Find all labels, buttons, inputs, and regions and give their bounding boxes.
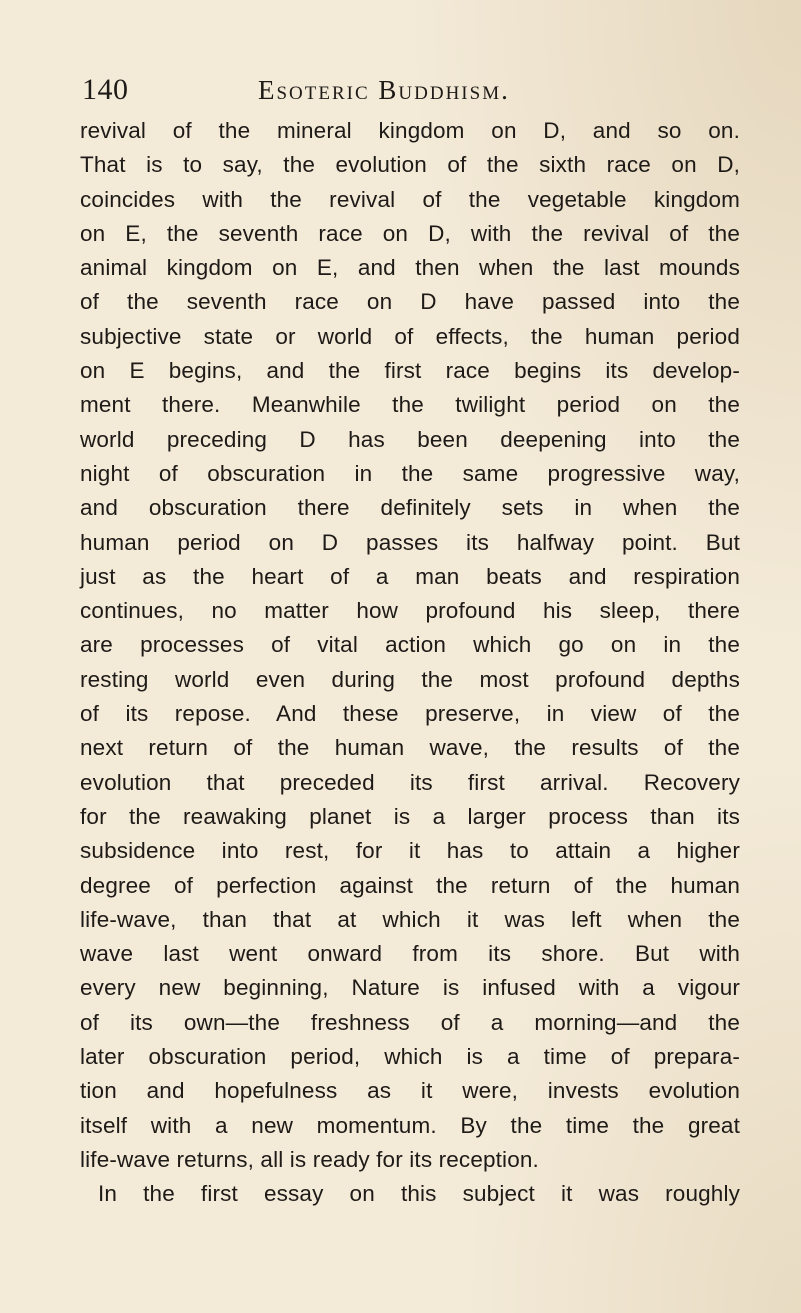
running-title: Esoteric Buddhism. [258,75,510,105]
text-line: That is to say, the evolution of the sixth race on D, [80,152,740,178]
text-line: night of obscuration in the same progressive way, [80,460,740,486]
text-line: for the reawaking planet is a larger process than its [80,803,740,829]
text-line: every new beginning, Nature is infused with a vigour [80,975,740,1001]
text-line: degree of perfection against the return of the human [80,872,740,898]
text-line: coincides with the revival of the vegetable kingdom [80,186,740,212]
text-line: on E begins, and the first race begins its develop- [80,358,740,384]
text-line: ment there. Meanwhile the twilight period on the [80,392,740,418]
text-line: revival of the mineral kingdom on D, and so on. [80,118,740,143]
body-text [80,114,740,1212]
text-line: of the seventh race on D have passed into the [80,289,740,315]
text-line: resting world even during the most profound depths [80,666,740,692]
text-line: subjective state or world of effects, the human period [80,323,740,349]
text-line: itself with a new momentum. By the time the great [80,1112,740,1138]
text-line: animal kingdom on E, and then when the last mounds [80,255,740,281]
text-line: on E, the seventh race on D, with the revival of the [80,220,740,246]
text-line: next return of the human wave, the results of the [80,735,740,761]
running-head [82,70,722,110]
text-line: and obscuration there definitely sets in when the [80,495,740,521]
text-line: world preceding D has been deepening into the [80,426,740,452]
text-line: are processes of vital action which go on in the [80,632,740,658]
text-line: of its own—the freshness of a morning—and the [80,1009,740,1035]
text-line: just as the heart of a man beats and respiration [80,563,740,589]
text-line: In the first essay on this subject it was roughly [98,1181,740,1207]
text-line: tion and hopefulness as it were, invests evolution [80,1078,740,1104]
text-line: of its repose. And these preserve, in view of the [80,701,740,727]
text-line: human period on D passes its halfway point. But [80,529,740,555]
text-line: life-wave, than that at which it was left when the [80,906,740,932]
text-line: wave last went onward from its shore. But with [80,941,740,967]
text-line: evolution that preceded its first arrival. Recovery [80,769,740,795]
text-line: life-wave returns, all is ready for its reception. [80,1146,539,1172]
text-line: later obscuration period, which is a time of prepara- [80,1044,740,1070]
text-line: subsidence into rest, for it has to attain a higher [80,838,740,864]
text-line: continues, no matter how profound his sleep, there [80,598,740,624]
page-number: 140 [82,73,129,106]
